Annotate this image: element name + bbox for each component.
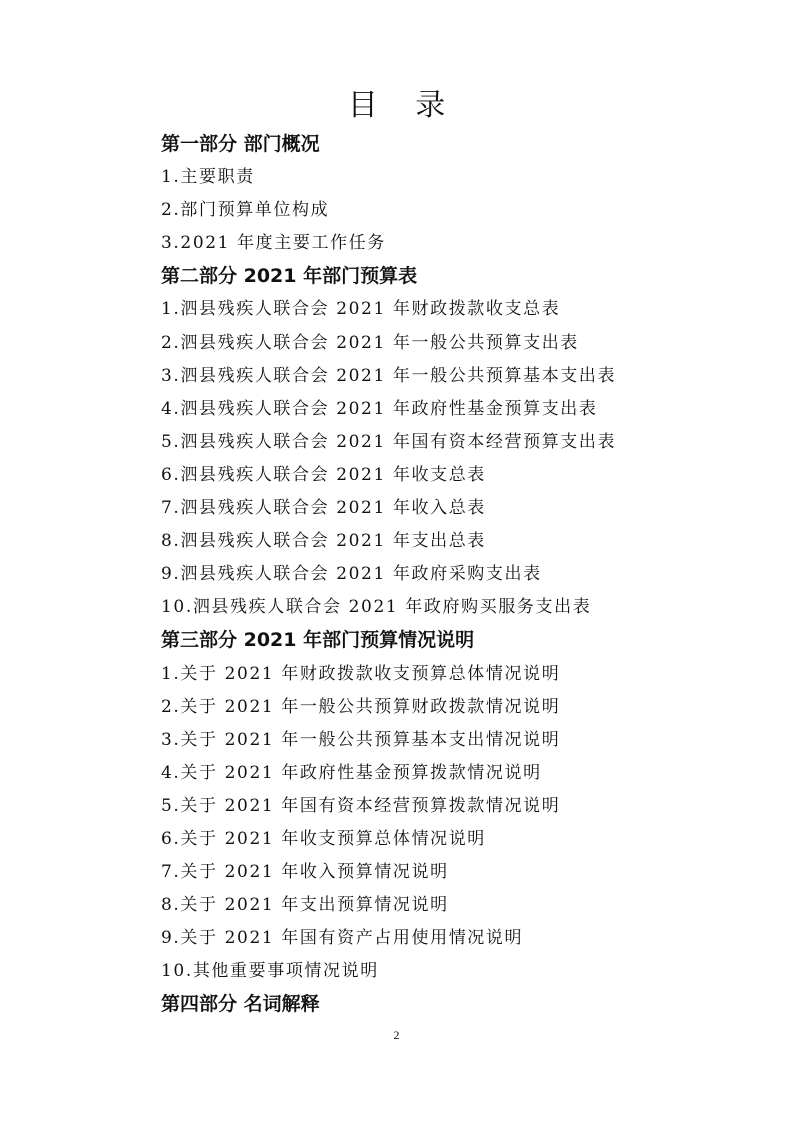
toc-item: 4.关于 2021 年政府性基金预算拨款情况说明 <box>161 762 542 783</box>
toc-item: 1.泗县残疾人联合会 2021 年财政拨款收支总表 <box>161 299 561 320</box>
toc-item: 4.泗县残疾人联合会 2021 年政府性基金预算支出表 <box>161 398 598 419</box>
toc-item: 1.主要职责 <box>161 167 255 188</box>
toc-item: 8.泗县残疾人联合会 2021 年支出总表 <box>161 531 486 552</box>
toc-item: 3.泗县残疾人联合会 2021 年一般公共预算基本支出表 <box>161 365 617 386</box>
toc-item: 5.泗县残疾人联合会 2021 年国有资本经营预算支出表 <box>161 431 617 452</box>
toc-section-heading: 第三部分 2021 年部门预算情况说明 <box>161 629 475 652</box>
toc-item: 6.泗县残疾人联合会 2021 年收支总表 <box>161 464 486 485</box>
page-title: 目 录 <box>347 88 460 123</box>
toc-item: 2.关于 2021 年一般公共预算财政拨款情况说明 <box>161 696 561 717</box>
toc-item: 9.关于 2021 年国有资产占用使用情况说明 <box>161 928 524 949</box>
toc-item: 6.关于 2021 年收支预算总体情况说明 <box>161 828 486 849</box>
toc-section-heading: 第一部分 部门概况 <box>161 133 320 155</box>
toc-item: 5.关于 2021 年国有资本经营预算拨款情况说明 <box>161 795 561 816</box>
toc-item: 2.部门预算单位构成 <box>161 200 330 221</box>
toc-item: 1.关于 2021 年财政拨款收支预算总体情况说明 <box>161 663 561 684</box>
toc-item: 2.泗县残疾人联合会 2021 年一般公共预算支出表 <box>161 332 579 353</box>
page-number: 2 <box>393 1028 400 1042</box>
toc-item: 7.关于 2021 年收入预算情况说明 <box>161 862 449 883</box>
toc-item: 8.关于 2021 年支出预算情况说明 <box>161 895 449 916</box>
toc-item: 9.泗县残疾人联合会 2021 年政府采购支出表 <box>161 564 542 585</box>
toc-item: 3.2021 年度主要工作任务 <box>161 233 386 254</box>
toc-section-heading: 第四部分 名词解释 <box>161 993 320 1016</box>
toc-item: 7.泗县残疾人联合会 2021 年收入总表 <box>161 498 486 519</box>
table-of-contents <box>161 128 761 1022</box>
toc-item: 10.泗县残疾人联合会 2021 年政府购买服务支出表 <box>161 597 592 618</box>
toc-item: 3.关于 2021 年一般公共预算基本支出情况说明 <box>161 729 561 750</box>
toc-section-heading: 第二部分 2021 年部门预算表 <box>161 265 418 288</box>
toc-item: 10.其他重要事项情况说明 <box>161 961 379 982</box>
